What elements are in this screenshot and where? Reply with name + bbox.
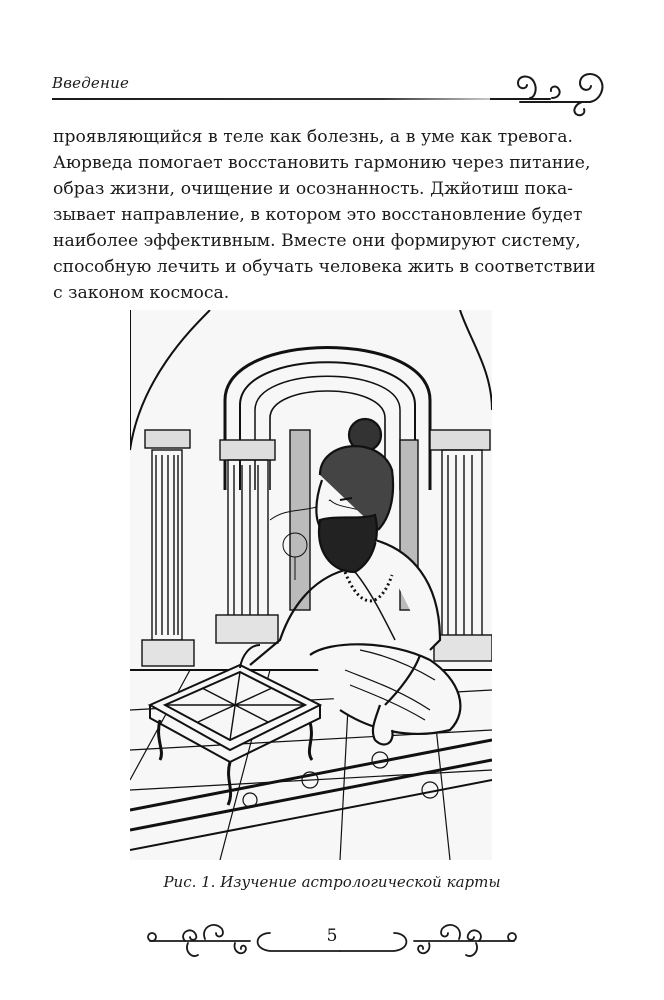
scroll-flourish-icon	[490, 62, 610, 118]
running-title: Введение	[52, 74, 130, 92]
text-line: способную лечить и обучать человека жить в соответствии	[53, 257, 596, 277]
text-line: Аюрведа помогает восстановить гармонию через питание,	[53, 153, 591, 173]
page-number: 5	[326, 926, 338, 946]
text-line: наиболее эффективным. Вместе они формируют систему,	[53, 231, 581, 251]
text-line: с законом космоса.	[53, 283, 230, 303]
text-line: образ жизни, очищение и осознанность. Джйотиш пока-	[53, 179, 573, 199]
figure-caption: Рис. 1. Изучение астрологической карты	[163, 873, 501, 891]
header-rule	[52, 98, 522, 100]
body-paragraph	[53, 124, 596, 306]
sage-astrology-illustration	[130, 310, 492, 860]
text-line: зывает направление, в котором это восстановление будет	[53, 205, 583, 225]
text-line: проявляющийся в теле как болезнь, а в уме как тревога.	[53, 127, 573, 147]
